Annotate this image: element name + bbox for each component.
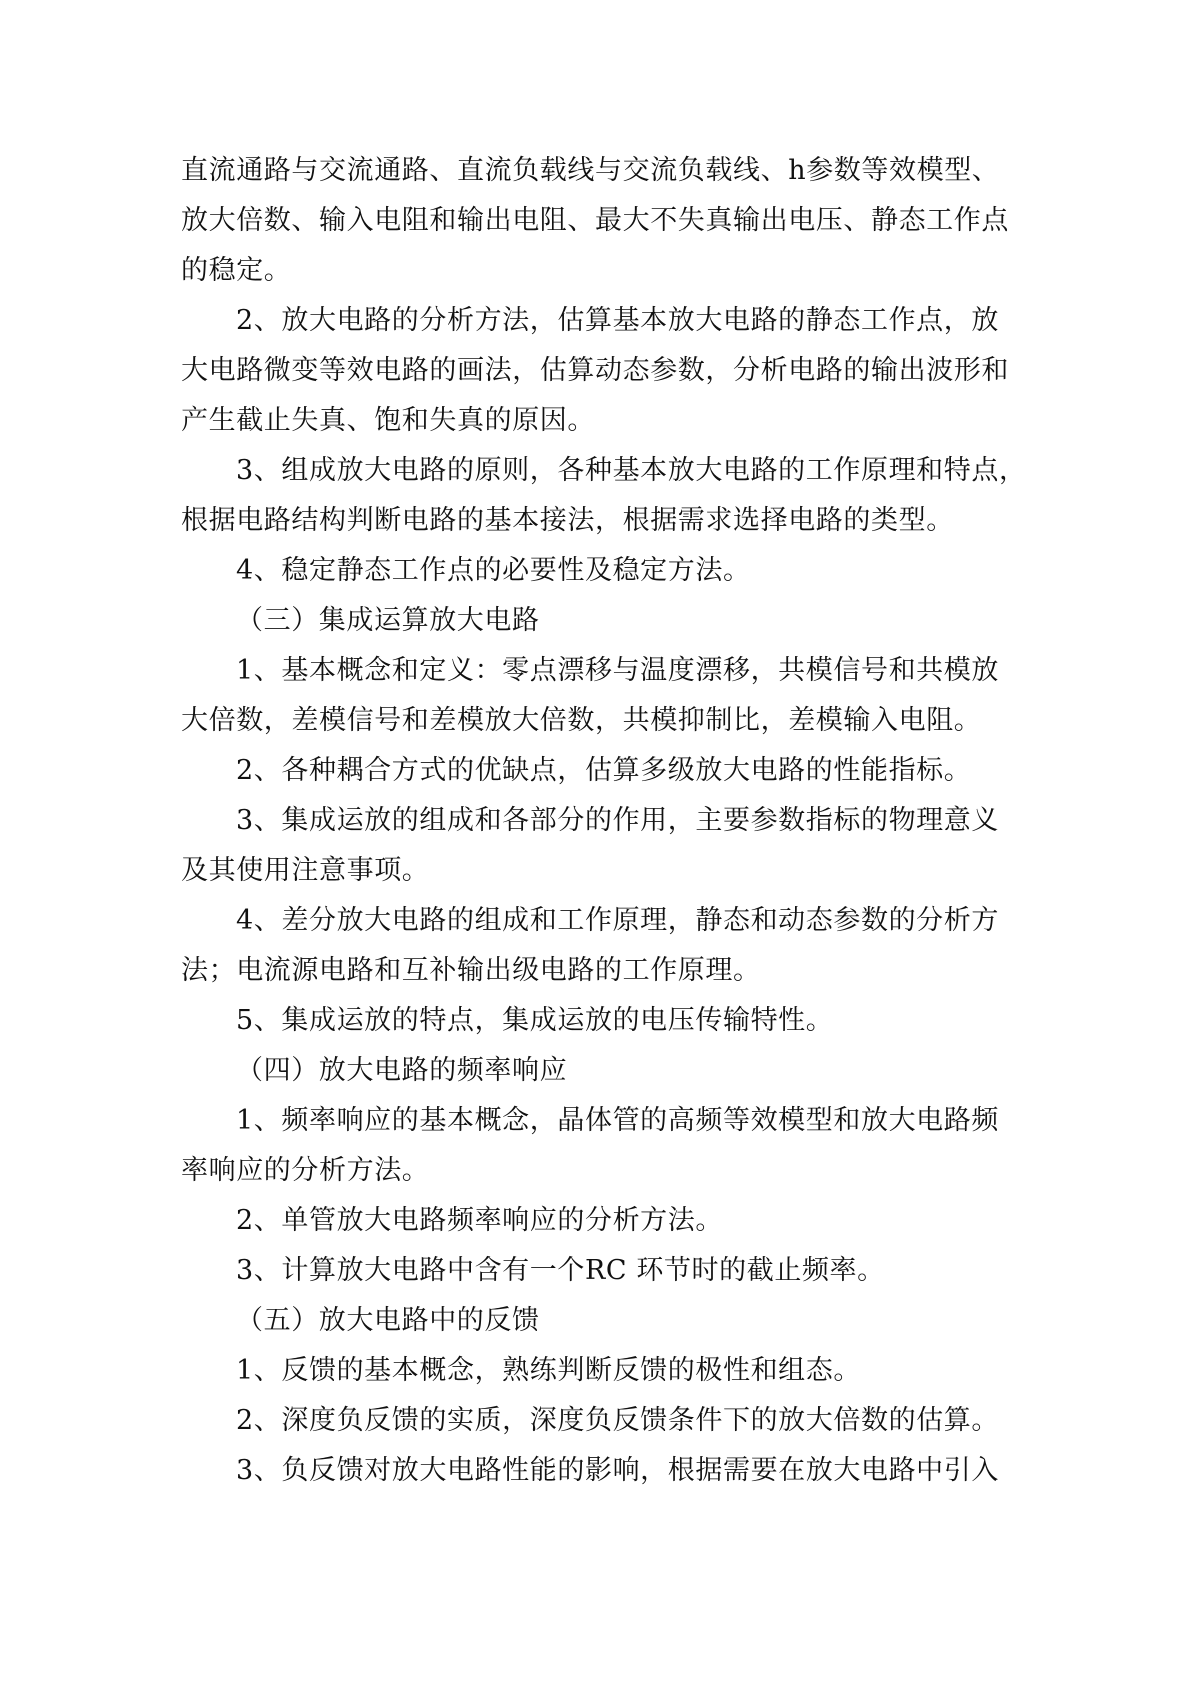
list-item-4: 4、稳定静态工作点的必要性及稳定方法。 — [236, 555, 751, 586]
section-3-item-5: 5、集成运放的特点，集成运放的电压传输特性。 — [236, 1005, 834, 1036]
list-item-3-line-1: 3、组成放大电路的原则，各种基本放大电路的工作原理和特点， — [236, 455, 1027, 486]
document-body — [181, 146, 1027, 1496]
section-3-item-4-line-2: 法；电流源电路和互补输出级电路的工作原理。 — [181, 955, 761, 986]
text-line-1: 直流通路与交流通路、直流负载线与交流负载线、h参数等效模型、 — [181, 155, 1000, 186]
list-item-2-line-3: 产生截止失真、饱和失真的原因。 — [181, 405, 595, 436]
section-3-item-3-line-2: 及其使用注意事项。 — [181, 855, 430, 886]
section-heading-4: （四）放大电路的频率响应 — [236, 1055, 568, 1086]
section-4-item-1-line-1: 1、频率响应的基本概念，晶体管的高频等效模型和放大电路频 — [236, 1105, 999, 1136]
list-item-2-line-1: 2、放大电路的分析方法，估算基本放大电路的静态工作点，放 — [236, 305, 999, 336]
section-4-item-2: 2、单管放大电路频率响应的分析方法。 — [236, 1205, 723, 1236]
section-3-item-1-line-1: 1、基本概念和定义：零点漂移与温度漂移，共模信号和共模放 — [236, 655, 999, 686]
section-heading-3: （三）集成运算放大电路 — [236, 605, 540, 636]
section-4-item-1-line-2: 率响应的分析方法。 — [181, 1155, 430, 1186]
section-5-item-2: 2、深度负反馈的实质，深度负反馈条件下的放大倍数的估算。 — [236, 1405, 999, 1436]
text-line-2: 放大倍数、输入电阻和输出电阻、最大不失真输出电压、静态工作点 — [181, 205, 1009, 236]
list-item-3-line-2: 根据电路结构判断电路的基本接法，根据需求选择电路的类型。 — [181, 505, 954, 536]
section-3-item-1-line-2: 大倍数，差模信号和差模放大倍数，共模抑制比，差模输入电阻。 — [181, 705, 982, 736]
section-3-item-4-line-1: 4、差分放大电路的组成和工作原理，静态和动态参数的分析方 — [236, 905, 999, 936]
section-5-item-3: 3、负反馈对放大电路性能的影响，根据需要在放大电路中引入 — [236, 1455, 999, 1486]
section-3-item-2: 2、各种耦合方式的优缺点，估算多级放大电路的性能指标。 — [236, 755, 972, 786]
text-line-3: 的稳定。 — [181, 255, 292, 286]
section-4-item-3: 3、计算放大电路中含有一个RC 环节时的截止频率。 — [236, 1255, 885, 1286]
section-5-item-1: 1、反馈的基本概念，熟练判断反馈的极性和组态。 — [236, 1355, 861, 1386]
list-item-2-line-2: 大电路微变等效电路的画法，估算动态参数，分析电路的输出波形和 — [181, 355, 1009, 386]
section-3-item-3-line-1: 3、集成运放的组成和各部分的作用，主要参数指标的物理意义 — [236, 805, 999, 836]
section-heading-5: （五）放大电路中的反馈 — [236, 1305, 540, 1336]
